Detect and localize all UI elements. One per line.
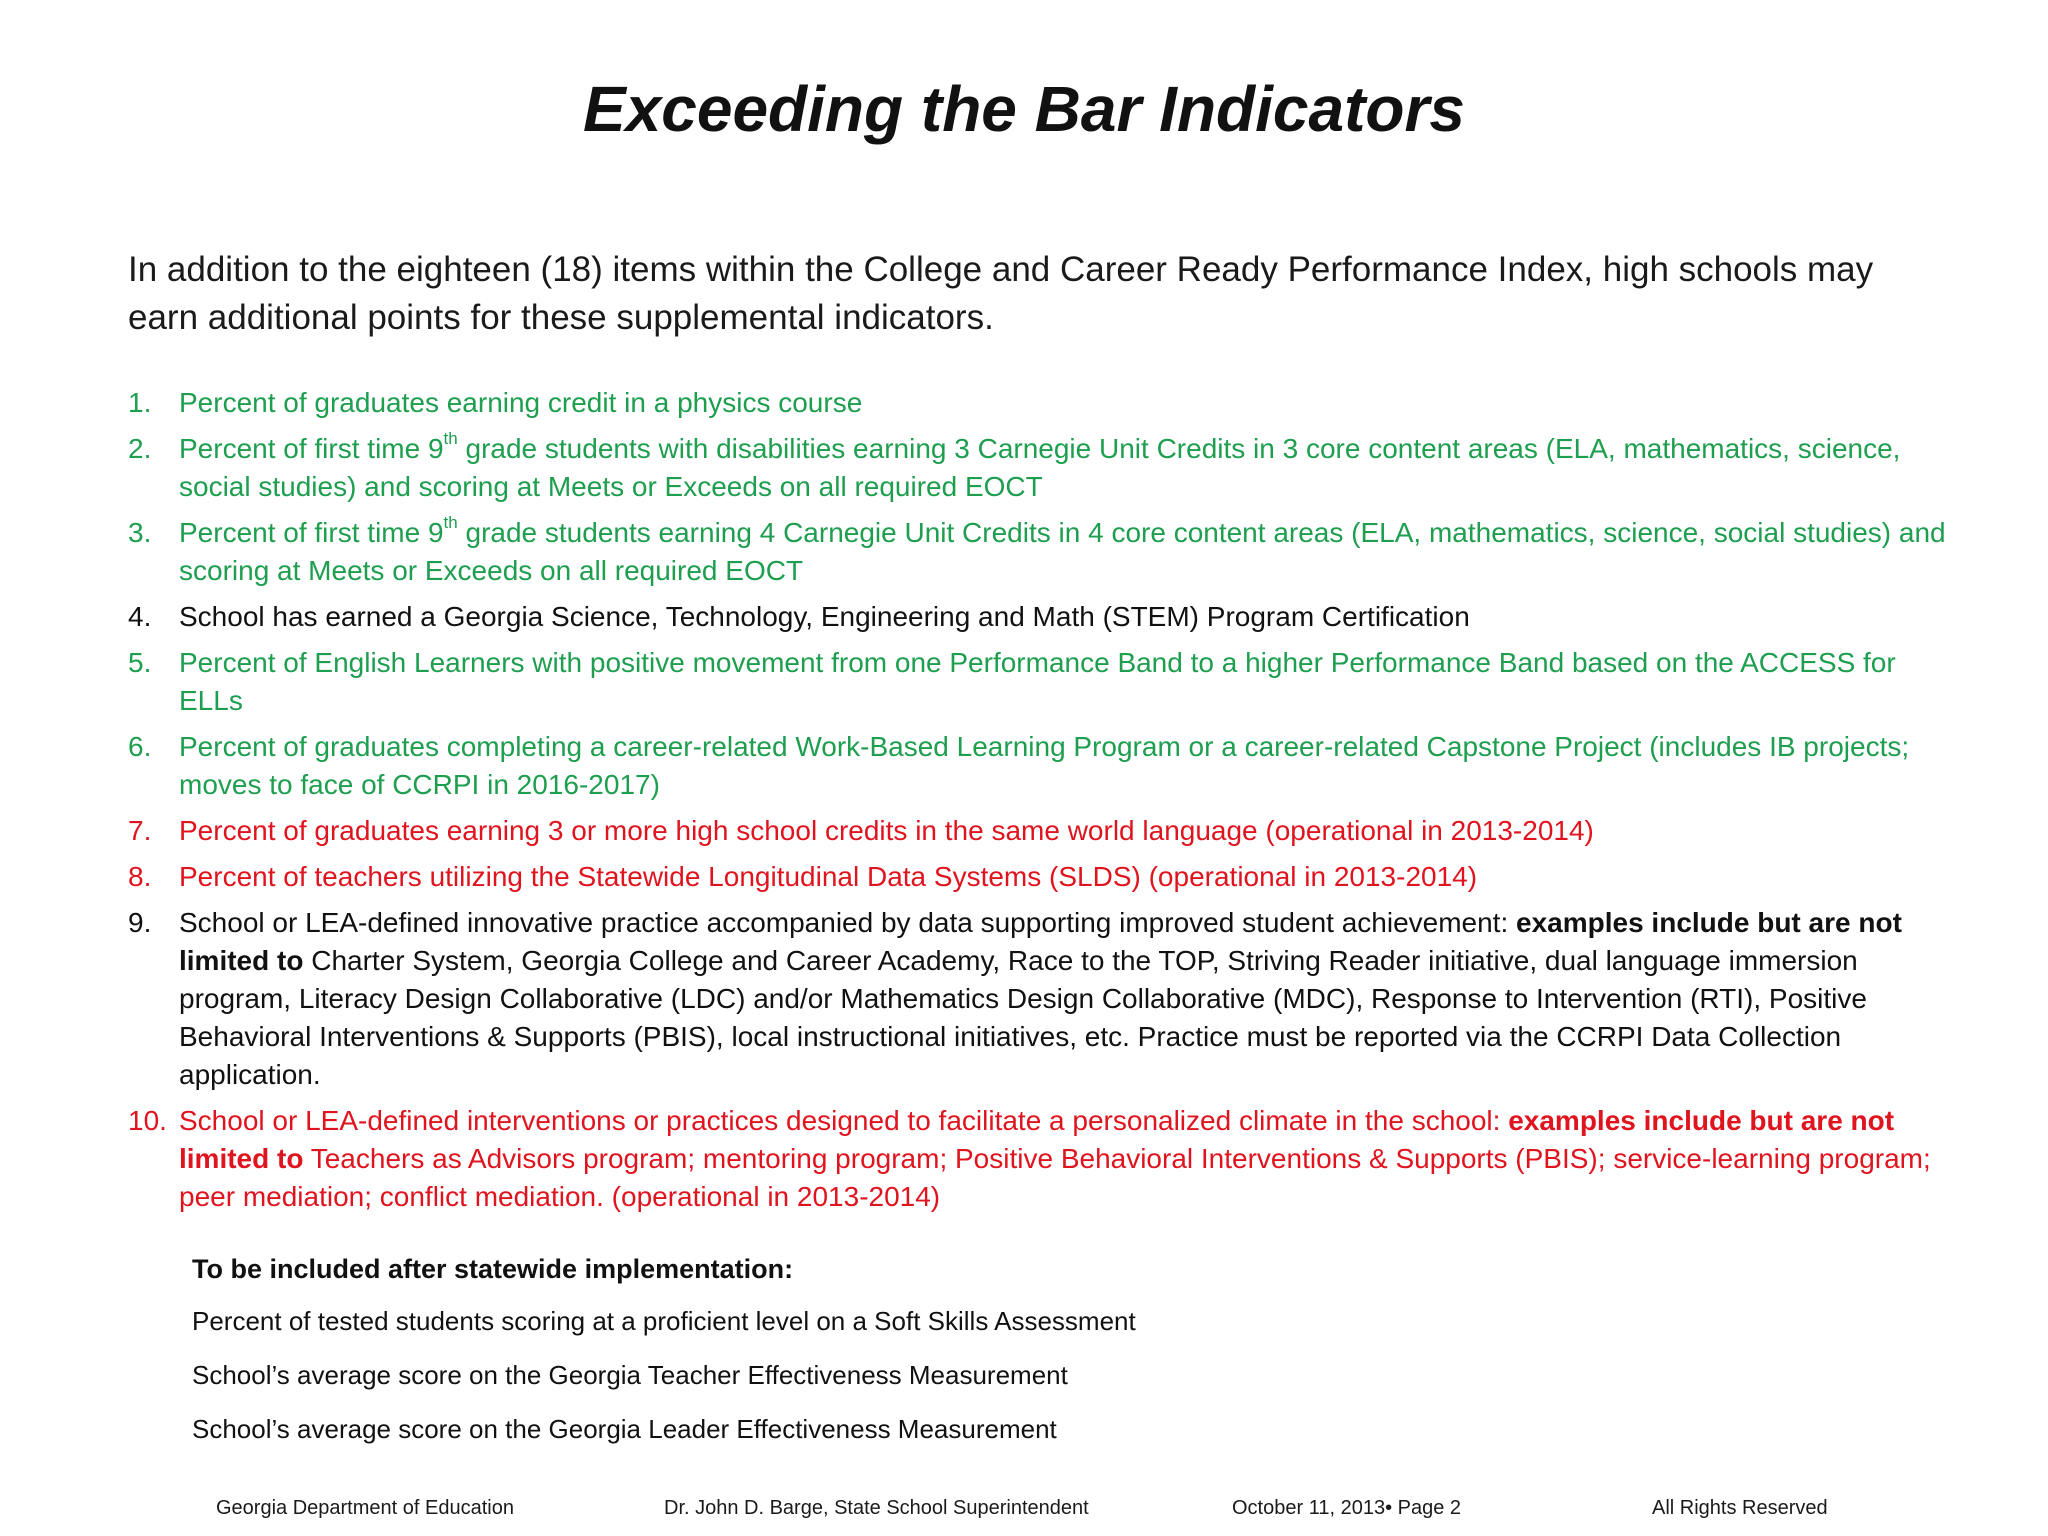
indicator-list	[128, 384, 1948, 1224]
indicator-item	[128, 858, 1948, 896]
indicator-item	[128, 904, 1948, 1094]
indicator-number: 2.	[128, 433, 152, 464]
indicator-item	[128, 812, 1948, 850]
indicator-number: 4.	[128, 601, 152, 632]
indicator-text: Percent of graduates completing a career-related Work-Based Learning Program or a career-related Capstone Project (includes IB projects; moves to face of CCRPI in 2016-2017)	[179, 731, 1910, 800]
indicator-number: 1.	[128, 387, 152, 418]
supplemental-line: School’s average score on the Georgia Leader Effectiveness Measurement	[192, 1414, 1057, 1444]
indicator-item	[128, 728, 1948, 804]
indicator-text: th	[443, 428, 458, 448]
indicator-item	[128, 644, 1948, 720]
indicator-emphasis: examples include but are not limited to	[179, 1105, 1895, 1174]
indicator-text: Percent of English Learners with positive movement from one Performance Band to a higher Performance Band based on the ACCESS for ELLs	[179, 647, 1896, 716]
supplemental-heading: To be included after statewide implementation:	[192, 1254, 794, 1284]
indicator-text: th	[443, 512, 458, 532]
indicator-emphasis: examples include but are not limited to	[179, 907, 1902, 976]
footer-org: Georgia Department of Education	[216, 1497, 514, 1519]
supplemental-line: School’s average score on the Georgia Teacher Effectiveness Measurement	[192, 1360, 1068, 1390]
page-footer	[0, 1497, 2048, 1527]
indicator-number: 6.	[128, 731, 152, 762]
indicator-item	[128, 430, 1948, 506]
supplemental-section	[192, 1254, 1892, 1467]
indicator-text: School has earned a Georgia Science, Technology, Engineering and Math (STEM) Program Certification	[179, 601, 1470, 632]
intro-paragraph: In addition to the eighteen (18) items within the College and Career Ready Performance Index, high schools may earn additional points for these supplemental indicators.	[128, 250, 1874, 337]
indicator-text: Percent of graduates earning 3 or more high school credits in the same world language (operational in 2013-2014)	[179, 815, 1594, 846]
footer-date-page: October 11, 2013• Page 2	[1232, 1497, 1462, 1519]
indicator-text: Percent of teachers utilizing the Statewide Longitudinal Data Systems (SLDS) (operational in 2013-2014)	[179, 861, 1478, 892]
indicator-number: 9.	[128, 907, 152, 938]
footer-rights: All Rights Reserved	[1652, 1497, 1828, 1519]
indicator-number: 10.	[128, 1105, 167, 1136]
supplemental-line: Percent of tested students scoring at a proficient level on a Soft Skills Assessment	[192, 1306, 1136, 1336]
indicator-text: Percent of graduates earning credit in a physics course	[179, 387, 863, 418]
indicator-number: 5.	[128, 647, 152, 678]
indicator-number: 7.	[128, 815, 152, 846]
indicator-text: grade students with disabilities earning 3 Carnegie Unit Credits in 3 core content areas (ELA, mathematics, science, social studies) and scoring at Meets or Exceeds on all required EOCT	[179, 433, 1901, 502]
indicator-text: Charter System, Georgia College and Career Academy, Race to the TOP, Striving Reader initiative, dual language immersion program, Literacy Design Collaborative (LDC) and/or Mathematics Design Collaborative (MDC), Response to Intervention (RTI), Positive Behavioral Interventions & Supports (PBIS), local instructional initiatives, etc. Practice must be reported via the CCRPI Data Collection application.	[179, 945, 1867, 1090]
indicator-item	[128, 384, 1948, 422]
indicator-item	[128, 514, 1948, 590]
indicator-item	[128, 1102, 1948, 1216]
indicator-number: 3.	[128, 517, 152, 548]
indicator-text: Percent of first time 9	[179, 433, 444, 464]
indicator-number: 8.	[128, 861, 152, 892]
indicator-text: Teachers as Advisors program; mentoring program; Positive Behavioral Interventions & Supports (PBIS); service-learning program; peer mediation; conflict mediation. (operational in 2013-2014)	[179, 1143, 1931, 1212]
indicator-item	[128, 598, 1948, 636]
footer-superintendent: Dr. John D. Barge, State School Superintendent	[664, 1497, 1089, 1519]
page-title: Exceeding the Bar Indicators	[582, 73, 1466, 145]
indicator-text: Percent of first time 9	[179, 517, 444, 548]
indicator-text: School or LEA-defined innovative practice accompanied by data supporting improved student achievement:	[179, 907, 1517, 938]
indicator-text: School or LEA-defined interventions or practices designed to facilitate a personalized climate in the school:	[179, 1105, 1509, 1136]
indicator-text: grade students earning 4 Carnegie Unit Credits in 4 core content areas (ELA, mathematics, science, social studies) and scoring at Meets or Exceeds on all required EOCT	[179, 517, 1946, 586]
